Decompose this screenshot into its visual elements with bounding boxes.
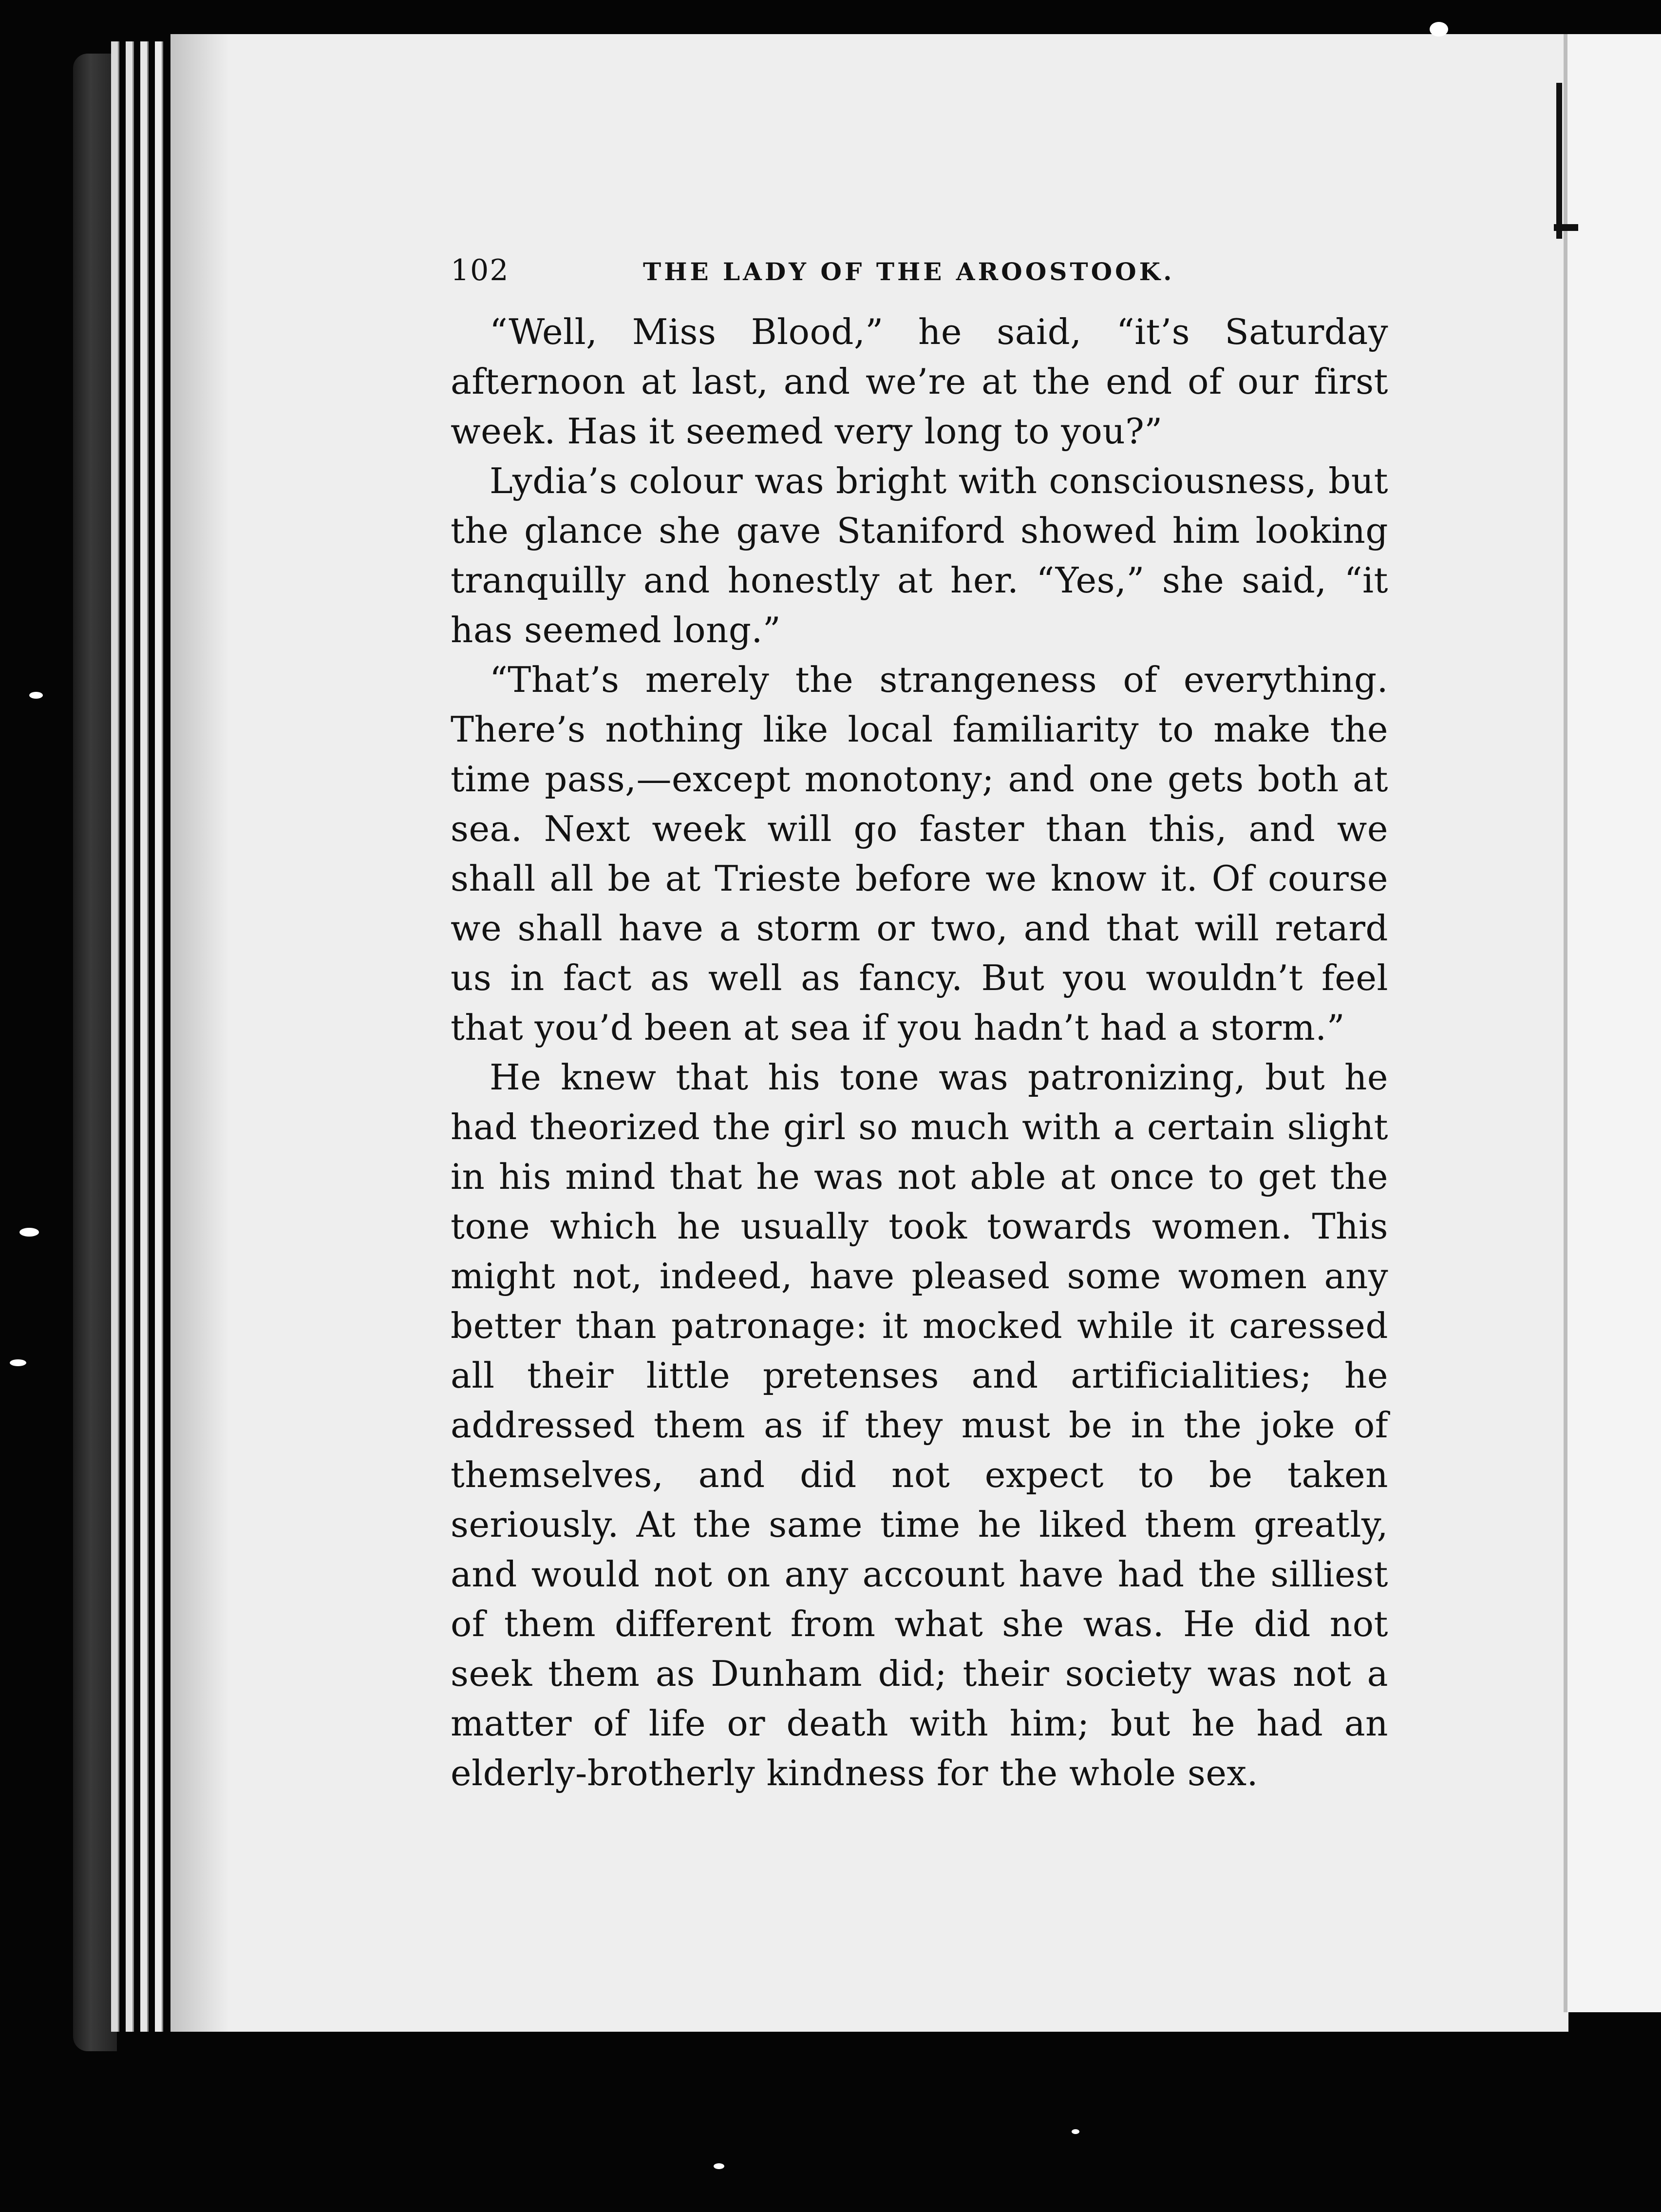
page-stack-edge	[126, 41, 134, 2032]
facing-page-sliver	[1564, 34, 1661, 2012]
page-stack-edge	[155, 41, 163, 2032]
facing-page-rule	[1556, 83, 1562, 239]
scan-speck	[714, 2163, 724, 2169]
page-stack-edge	[111, 41, 119, 2032]
paragraph: “Well, Miss Blood,” he said, “it’s Saturday afternoon at last, and we’re at the end of our first week. Has it seemed very long to you?”	[451, 311, 1388, 452]
page-text-block	[451, 253, 1388, 1798]
scan-speck	[1430, 22, 1448, 37]
page-number: 102	[451, 253, 510, 287]
facing-page-mark	[1554, 224, 1578, 231]
scan-speck	[19, 1228, 39, 1237]
paragraph: Lydia’s colour was bright with consciousness, but the glance she gave Staniford showed him looking tranquilly and honestly at her. “Yes,” she said, “it has seemed long.”	[451, 460, 1388, 650]
book-cover-edge	[73, 54, 117, 2051]
page-stack-edge	[140, 41, 149, 2032]
scan-speck	[10, 1359, 26, 1366]
gutter-shadow	[170, 34, 229, 2032]
page-header	[451, 253, 1388, 307]
scan-speck	[29, 692, 43, 699]
scan-speck	[1072, 2129, 1079, 2134]
running-title: THE LADY OF THE AROOSTOOK.	[643, 257, 1175, 286]
paragraph: “That’s merely the strangeness of everything. There’s nothing like local familiarity to make the time pass,—except monotony; and one gets both at sea. Next week will go faster than this, and we shall all be at Trieste before we know it. Of course we shall have a storm or two, and that will retard us in fact as well as fancy. But you wouldn’t feel that you’d been at sea if you hadn’t had a storm.”	[451, 659, 1388, 1048]
paragraph: He knew that his tone was patronizing, but he had theorized the girl so much with a certain slight in his mind that he was not able at once to get the tone which he usually took towards women. This might not, indeed, have pleased some women any better than patronage: it mocked while it caressed all their little pretenses and artificialities; he addressed them as if they must be in the joke of themselves, and did not expect to be taken seriously. At the same time he liked them greatly, and would not on any account have had the silliest of them different from what she was. He did not seek them as Dunham did; their society was not a matter of life or death with him; but he had an elderly-brotherly kindness for the whole sex.	[451, 1057, 1388, 1793]
